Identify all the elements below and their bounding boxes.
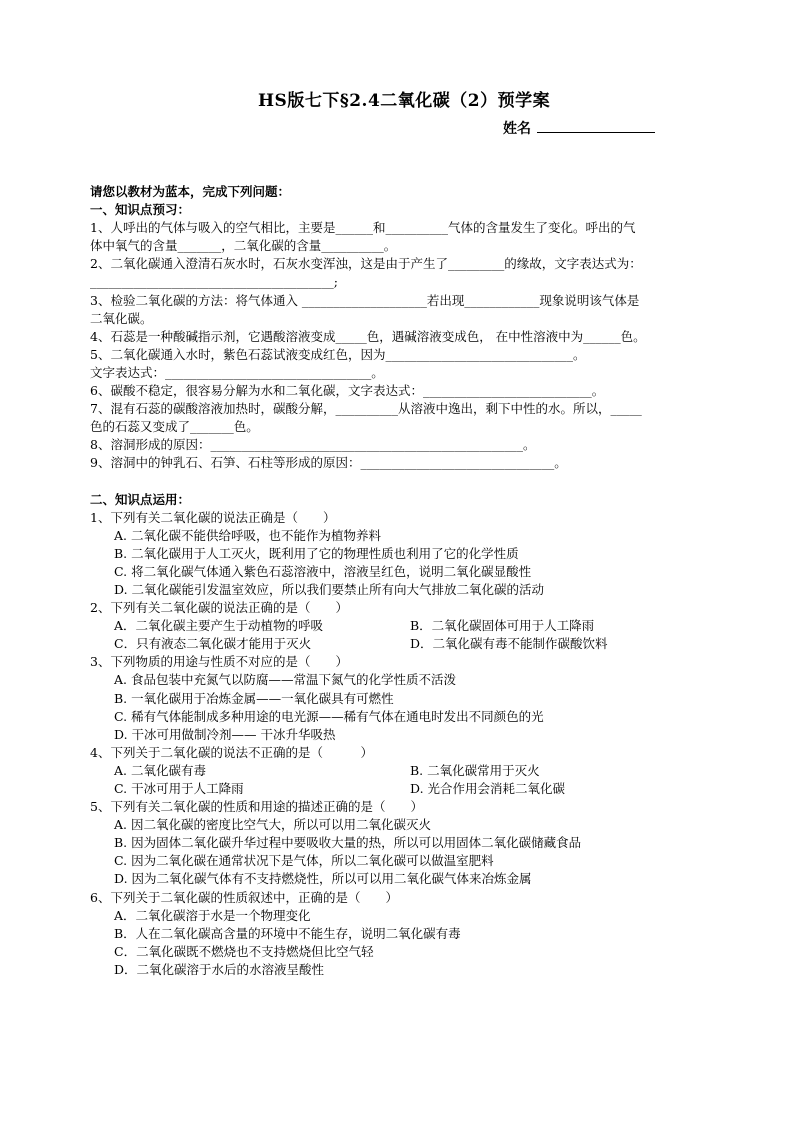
s1-line: 2、二氧化碳通入澄清石灰水时，石灰水变浑浊，这是由于产生了_________的缘故，文字表达式为： [90,256,642,272]
s1-line: _______________________________________; [90,274,338,290]
section2-heading: 二、知识点运用： [90,491,191,507]
s1-line: 8、溶洞形成的原因：__________________________________________________。 [90,437,536,453]
worksheet-content [90,183,710,979]
s1-line: 3、检验二氧化碳的方法：将气体通入 ____________________若出现____________现象说明该气体是 [90,292,640,308]
s1-line: 9、溶洞中的钟乳石、石笋、石柱等形成的原因：_______________________________。 [90,455,567,471]
q2-option-c: C．只有液态二氧化碳才能用于灭火 [114,636,312,652]
q4-options-row [90,780,710,798]
s1-line: 5、二氧化碳通入水时，紫色石蕊试液变成红色，因为______________________________。 [90,346,586,362]
q4-option-d: D. 光合作用会消耗二氧化碳 [410,781,566,796]
q6-stem: 6、下列关于二氧化碳的性质叙述中，正确的是（ ） [90,889,398,905]
q2-options-row [90,635,710,653]
s1-line: 文字表达式：_________________________________。 [90,364,384,380]
q3-option-d: D. 干冰可用做制冷剂—— 干冰升华吸热 [114,726,336,742]
q5-option-a: A. 因二氧化碳的密度比空气大，所以可以用二氧化碳灭火 [114,817,431,833]
q3-option-b: B. 一氧化碳用于冶炼金属——一氧化碳具有可燃性 [114,690,394,706]
q1-option-b: B. 二氧化碳用于人工灭火，既利用了它的物理性质也利用了它的化学性质 [114,545,519,561]
s1-line: 4、石蕊是一种酸碱指示剂，它遇酸溶液变成_____色，遇碱溶液变成色， 在中性溶液中为______色。 [90,328,646,344]
s1-line: 色的石蕊又变成了_______色。 [90,419,259,435]
name-field [503,118,655,138]
q6-option-b: B．人在二氧化碳高含量的环境中不能生存，说明二氧化碳有毒 [114,925,461,941]
q1-option-d: D. 二氧化碳能引发温室效应，所以我们要禁止所有向大气排放二氧化碳的活动 [114,581,545,597]
q3-option-c: C. 稀有气体能制成多种用途的电光源——稀有气体在通电时发出不同颜色的光 [114,708,544,724]
q4-options-row [90,762,710,780]
q4-option-b: B. 二氧化碳常用于灭火 [410,762,540,778]
q2-stem: 2、下列有关二氧化碳的说法正确的是（ ） [90,600,348,616]
s1-line: 1、人呼出的气体与吸入的空气相比，主要是______和__________气体的含量发生了变化。呼出的气 [90,220,636,236]
page-title: HS版七下§2.4二氧化碳（2）预学案 [258,91,551,111]
q6-option-a: A．二氧化碳溶于水是一个物理变化 [114,907,311,923]
q1-stem: 1、下列有关二氧化碳的说法正确是（ ） [90,509,336,525]
s1-line: 6、碳酸不稳定，很容易分解为水和二氧化碳，文字表达式：___________________________。 [90,383,605,399]
q3-stem: 3、下列物质的用途与性质不对应的是（ ） [90,654,348,670]
q2-option-b: B．二氧化碳固体可用于人工降雨 [410,618,595,634]
q5-option-b: B. 因为固体二氧化碳升华过程中要吸收大量的热，所以可以用固体二氧化碳储藏食品 [114,835,582,851]
q4-stem: 4、下列关于二氧化碳的说法不正确的是（ ） [90,744,373,760]
q4-option-a: A. 二氧化碳有毒 [114,762,206,778]
q1-option-c: C. 将二氧化碳气体通入紫色石蕊溶液中，溶液呈红色，说明二氧化碳显酸性 [114,563,532,579]
s1-line: 7、混有石蕊的碳酸溶液加热时，碳酸分解，__________从溶液中逸出，剩下中性的水。所以，_____ [90,401,642,417]
s1-line: 体中氧气的含量_______，二氧化碳的含量__________。 [90,238,397,254]
q4-option-c: C. 干冰可用于人工降雨 [114,781,244,796]
q5-stem: 5、下列有关二氧化碳的性质和用途的描述正确的是（ ） [90,799,423,815]
intro-instruction: 请您以教材为蓝本，完成下列问题： [90,184,291,199]
name-blank[interactable] [537,120,655,133]
q6-option-d: D．二氧化碳溶于水后的水溶液呈酸性 [114,961,325,977]
s1-line: 二氧化碳。 [90,310,153,326]
q5-option-d: D. 因为二氧化碳气体有不支持燃烧性，所以可以用二氧化碳气体来冶炼金属 [114,871,532,887]
q3-option-a: A. 食品包装中充氮气以防腐——常温下氮气的化学性质不活泼 [114,672,456,688]
q2-options-row [90,617,710,635]
name-label: 姓名 [503,121,531,137]
q2-option-a: A．二氧化碳主要产生于动植物的呼吸 [114,618,324,634]
q1-option-a: A. 二氧化碳不能供给呼吸，也不能作为植物养料 [114,527,381,543]
q2-option-d: D．二氧化碳有毒不能制作碳酸饮料 [410,636,608,652]
section1-heading: 一、知识点预习： [90,202,191,218]
q5-option-c: C. 因为二氧化碳在通常状况下是气体，所以二氧化碳可以做温室肥料 [114,853,494,869]
q6-option-c: C．二氧化碳既不燃烧也不支持燃烧但比空气轻 [114,943,374,959]
section-spacer [90,473,710,491]
